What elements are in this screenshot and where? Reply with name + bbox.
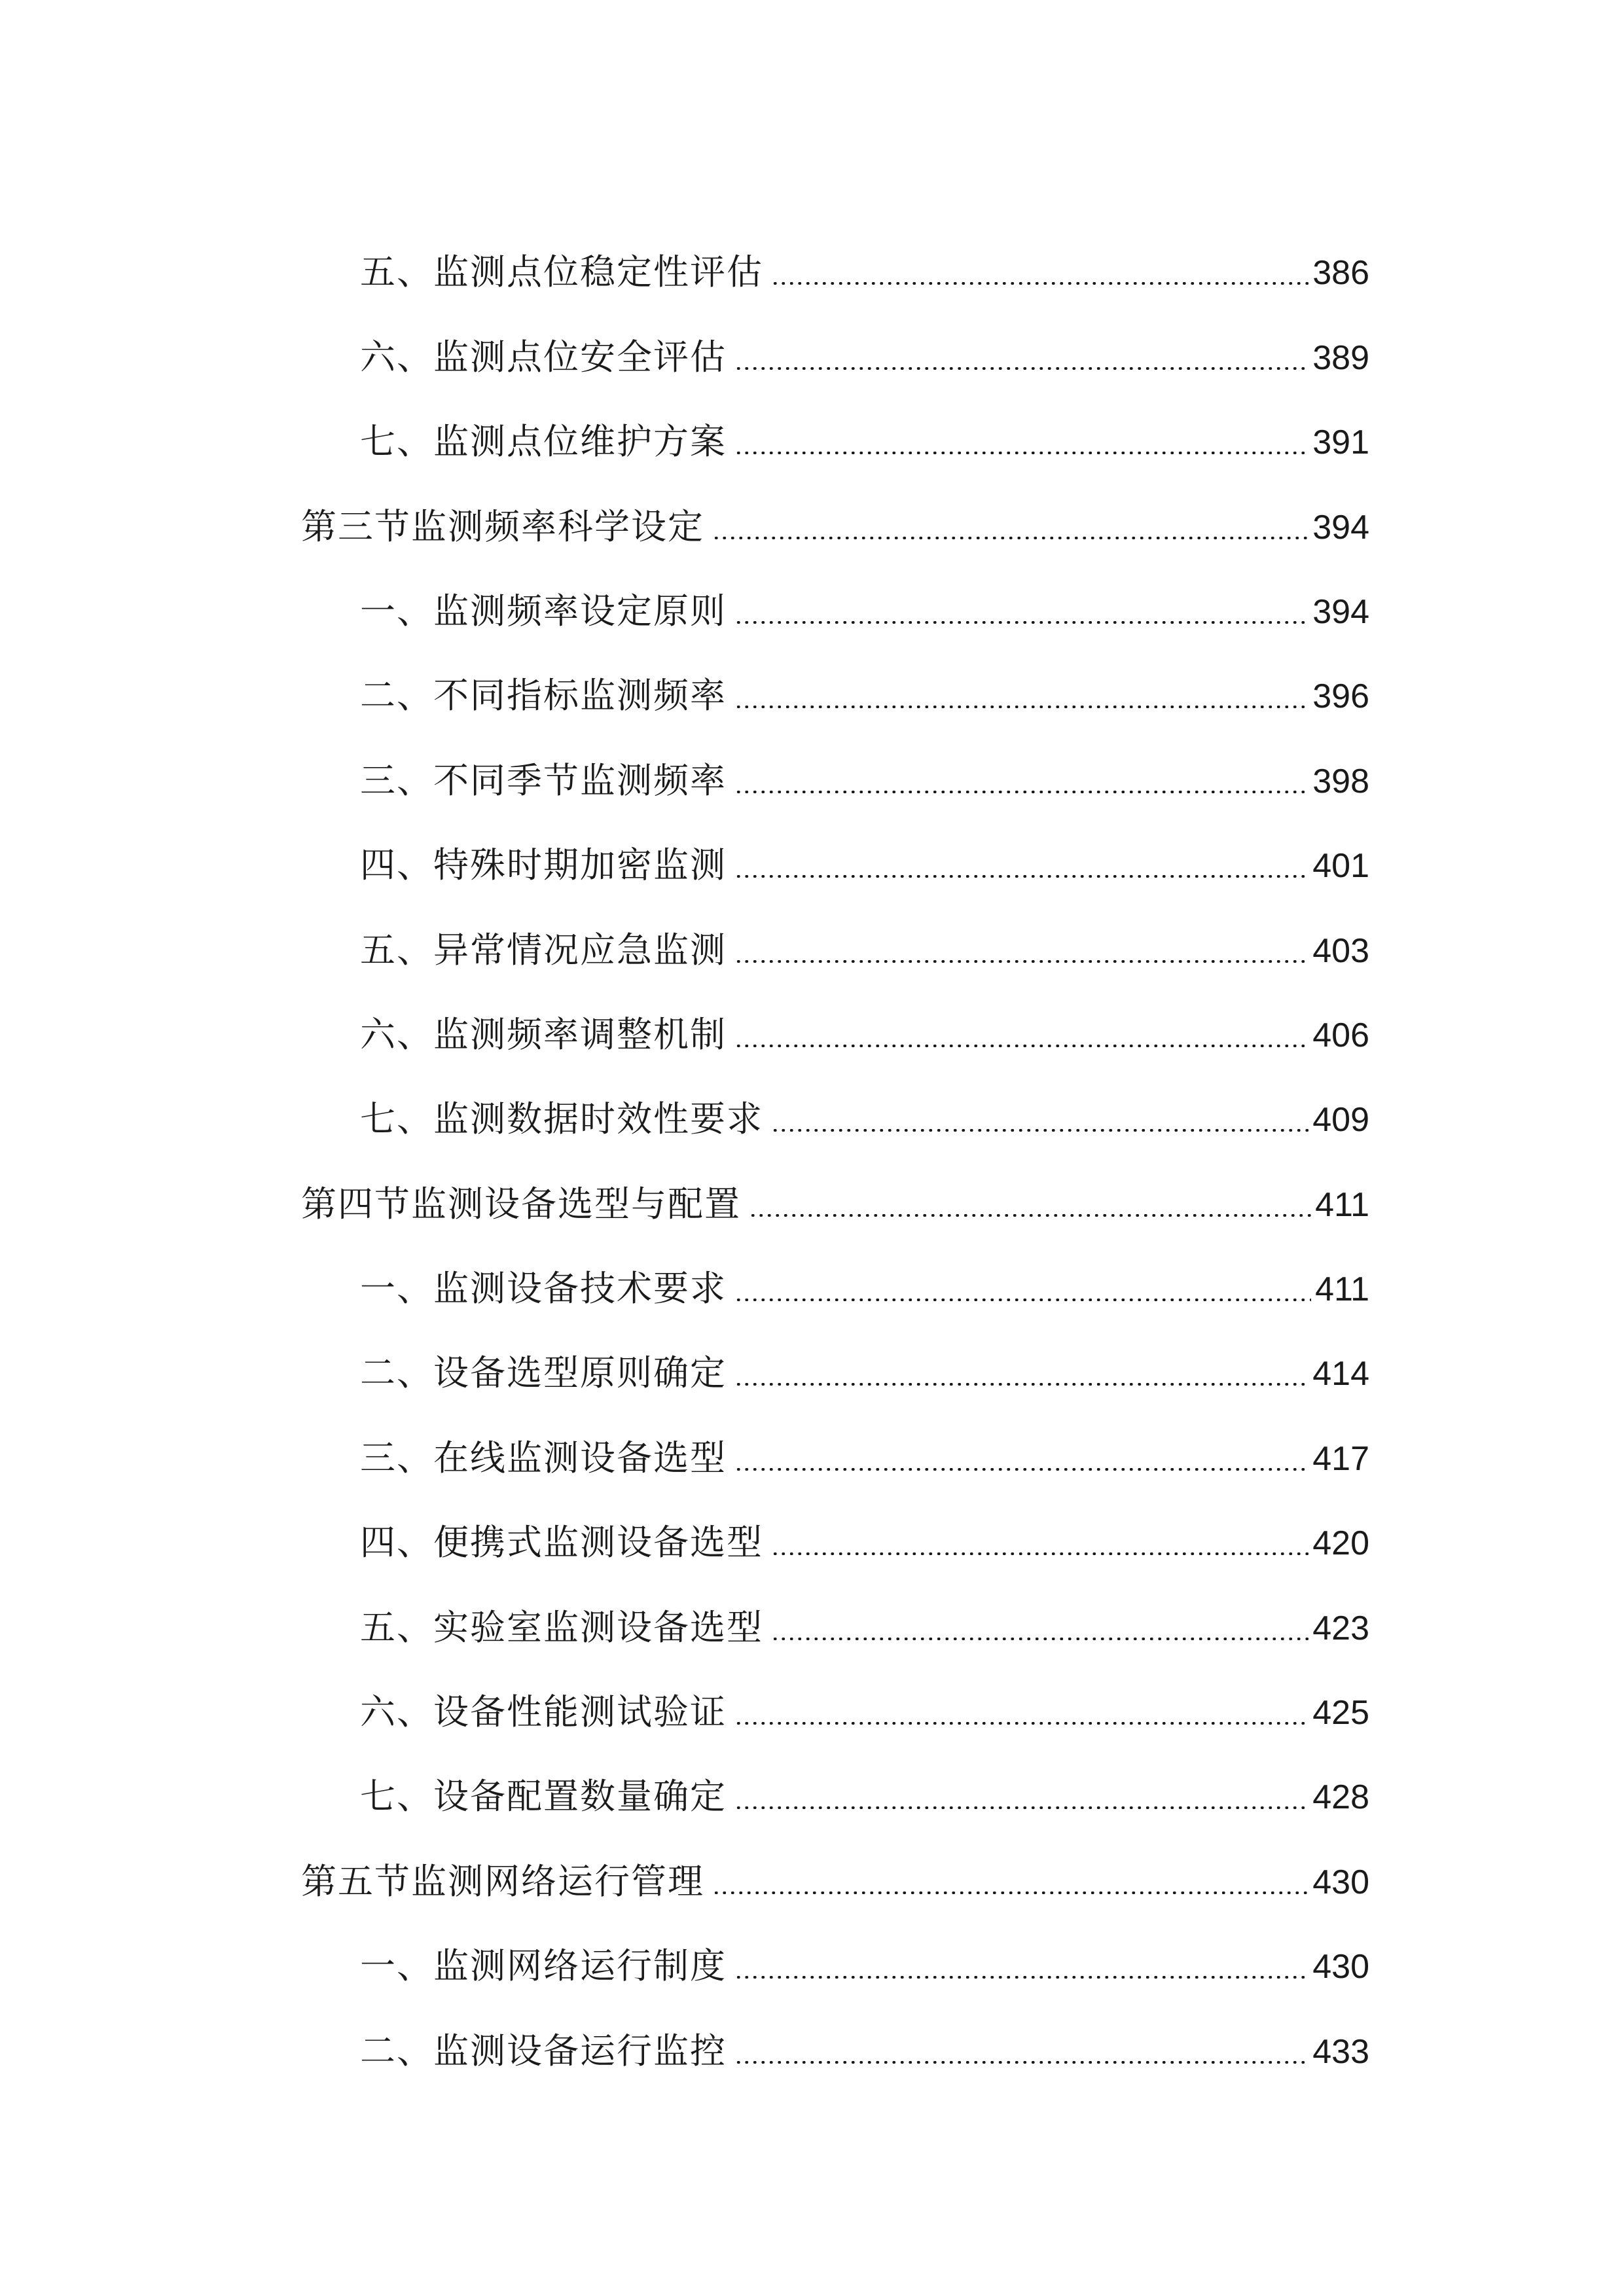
toc-subsection-entry[interactable] [301, 717, 1369, 802]
toc-dot-leader [734, 452, 1308, 454]
toc-section-entry[interactable] [301, 1141, 1369, 1225]
toc-entry-title: 第五节监测网络运行管理 [301, 1860, 704, 1902]
toc-subsection-entry[interactable] [301, 1564, 1369, 1649]
toc-entry-title: 五、实验室监测设备选型 [360, 1606, 763, 1648]
toc-page-number: 406 [1312, 1016, 1369, 1054]
toc-entry-title: 四、特殊时期加密监测 [360, 844, 727, 886]
toc-subsection-entry[interactable] [301, 1226, 1369, 1310]
toc-entry-title: 二、监测设备运行监控 [360, 2030, 727, 2072]
toc-entry-title: 四、便携式监测设备选型 [360, 1522, 763, 1564]
toc-page-number: 394 [1312, 508, 1369, 547]
toc-dot-leader [734, 621, 1308, 624]
toc-page-number: 423 [1312, 1609, 1369, 1647]
toc-subsection-entry[interactable] [301, 1988, 1369, 2072]
toc-dot-leader [771, 1129, 1308, 1132]
toc-entry-title: 六、监测点位安全评估 [360, 336, 727, 378]
toc-dot-leader [771, 1638, 1308, 1640]
toc-dot-leader [734, 1976, 1308, 1979]
toc-page-number: 414 [1312, 1355, 1369, 1393]
toc-page-number: 430 [1312, 1948, 1369, 1986]
toc-subsection-entry[interactable] [301, 1310, 1369, 1395]
toc-page-number: 433 [1312, 2032, 1369, 2071]
toc-dot-leader [734, 2061, 1308, 2064]
toc-entry-title: 六、监测频率调整机制 [360, 1013, 727, 1055]
toc-dot-leader [734, 960, 1308, 963]
toc-subsection-entry[interactable] [301, 548, 1369, 633]
toc-dot-leader [734, 875, 1308, 878]
toc-dot-leader [734, 1045, 1308, 1047]
table-of-contents [301, 209, 1369, 2073]
toc-page-number: 386 [1312, 254, 1369, 293]
toc-page-number: 396 [1312, 677, 1369, 716]
toc-dot-leader [734, 706, 1308, 708]
toc-page-number: 409 [1312, 1101, 1369, 1139]
toc-subsection-entry[interactable] [301, 972, 1369, 1056]
toc-subsection-entry[interactable] [301, 802, 1369, 887]
toc-page-number: 425 [1312, 1694, 1369, 1732]
toc-dot-leader [734, 1299, 1311, 1301]
toc-subsection-entry[interactable] [301, 1480, 1369, 1564]
toc-entry-title: 二、设备选型原则确定 [360, 1352, 727, 1394]
toc-dot-leader [712, 1892, 1308, 1894]
toc-entry-title: 七、设备配置数量确定 [360, 1776, 727, 1818]
toc-section-entry[interactable] [301, 463, 1369, 548]
toc-subsection-entry[interactable] [301, 209, 1369, 294]
toc-entry-title: 第四节监测设备选型与配置 [301, 1183, 741, 1225]
toc-dot-leader [771, 1552, 1308, 1555]
toc-entry-title: 第三节监测频率科学设定 [301, 505, 704, 547]
toc-subsection-entry[interactable] [301, 294, 1369, 378]
toc-page-number: 403 [1312, 931, 1369, 970]
toc-entry-title: 一、监测网络运行制度 [360, 1945, 727, 1987]
toc-entry-title: 一、监测设备技术要求 [360, 1268, 727, 1310]
toc-page-number: 398 [1312, 762, 1369, 800]
toc-entry-title: 一、监测频率设定原则 [360, 590, 727, 632]
toc-entry-title: 五、监测点位稳定性评估 [360, 251, 763, 293]
toc-dot-leader [771, 282, 1308, 285]
toc-subsection-entry[interactable] [301, 1903, 1369, 1988]
toc-subsection-entry[interactable] [301, 633, 1369, 717]
toc-dot-leader [734, 1806, 1308, 1809]
toc-dot-leader [734, 1468, 1308, 1471]
toc-page-number: 389 [1312, 338, 1369, 377]
toc-entry-title: 六、设备性能测试验证 [360, 1691, 727, 1733]
toc-entry-title: 二、不同指标监测频率 [360, 675, 727, 717]
toc-entry-title: 七、监测数据时效性要求 [360, 1098, 763, 1140]
toc-dot-leader [734, 791, 1308, 793]
toc-page-number: 391 [1312, 423, 1369, 462]
toc-page-number: 411 [1315, 1185, 1369, 1224]
toc-dot-leader [734, 367, 1308, 370]
toc-dot-leader [734, 1722, 1308, 1725]
toc-subsection-entry[interactable] [301, 1649, 1369, 1734]
toc-subsection-entry[interactable] [301, 1734, 1369, 1818]
toc-section-entry[interactable] [301, 1818, 1369, 1903]
toc-page-number: 428 [1312, 1778, 1369, 1817]
toc-subsection-entry[interactable] [301, 379, 1369, 463]
toc-dot-leader [734, 1383, 1308, 1386]
toc-subsection-entry[interactable] [301, 887, 1369, 971]
toc-page-number: 411 [1315, 1270, 1369, 1309]
toc-subsection-entry[interactable] [301, 1395, 1369, 1479]
toc-entry-title: 三、不同季节监测频率 [360, 759, 727, 801]
toc-subsection-entry[interactable] [301, 1056, 1369, 1141]
toc-page-number: 394 [1312, 592, 1369, 631]
toc-entry-title: 七、监测点位维护方案 [360, 421, 727, 463]
toc-page-number: 401 [1312, 847, 1369, 886]
toc-dot-leader [712, 537, 1308, 539]
toc-entry-title: 五、异常情况应急监测 [360, 929, 727, 971]
toc-dot-leader [749, 1214, 1311, 1217]
toc-page-number: 417 [1312, 1439, 1369, 1478]
toc-page-number: 420 [1312, 1524, 1369, 1563]
toc-entry-title: 三、在线监测设备选型 [360, 1437, 727, 1479]
toc-page-number: 430 [1312, 1863, 1369, 1901]
